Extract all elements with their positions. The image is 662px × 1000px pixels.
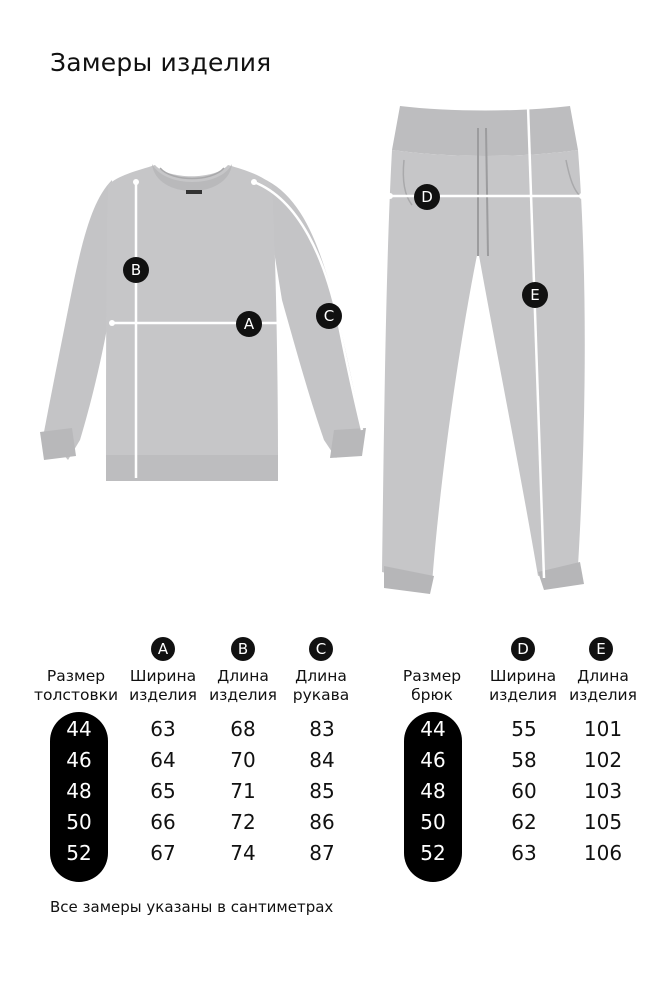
value-cell: 101 bbox=[583, 717, 623, 741]
value-cell: 63 bbox=[511, 841, 537, 865]
value-cell: 67 bbox=[150, 841, 176, 865]
value-cell: 83 bbox=[309, 717, 335, 741]
value-cell: 58 bbox=[511, 748, 537, 772]
value-cell: 86 bbox=[309, 810, 335, 834]
col-header-length: Длина изделия bbox=[209, 667, 277, 704]
marker-b: B bbox=[123, 257, 149, 283]
pants-illustration bbox=[382, 103, 585, 594]
size-cell: 44 bbox=[420, 717, 446, 741]
size-cell: 48 bbox=[420, 779, 446, 803]
value-cell: 105 bbox=[583, 810, 623, 834]
value-cell: 102 bbox=[583, 748, 623, 772]
value-cell: 63 bbox=[150, 717, 176, 741]
size-cell: 46 bbox=[66, 748, 92, 772]
size-cell: 52 bbox=[66, 841, 92, 865]
value-cell: 60 bbox=[511, 779, 537, 803]
units-note: Все замеры указаны в сантиметрах bbox=[50, 898, 334, 916]
value-cell: 64 bbox=[150, 748, 176, 772]
value-cell: 87 bbox=[309, 841, 335, 865]
value-cell: 74 bbox=[230, 841, 256, 865]
col-header-width: Ширина изделия bbox=[489, 667, 557, 704]
marker-e: E bbox=[522, 282, 548, 308]
value-cell: 55 bbox=[511, 717, 537, 741]
col-header-length: Длина изделия bbox=[569, 667, 637, 704]
col-marker-d: D bbox=[511, 637, 535, 661]
value-cell: 85 bbox=[309, 779, 335, 803]
page-title: Замеры изделия bbox=[50, 48, 272, 77]
col-header-sleeve: Длина рукава bbox=[292, 667, 350, 704]
size-cell: 48 bbox=[66, 779, 92, 803]
sweatshirt-size-header: Размер толстовки bbox=[34, 667, 119, 704]
value-cell: 62 bbox=[511, 810, 537, 834]
pants-size-header: Размер брюк bbox=[402, 667, 462, 704]
size-cell: 52 bbox=[420, 841, 446, 865]
col-marker-b: B bbox=[231, 637, 255, 661]
col-marker-c: C bbox=[309, 637, 333, 661]
marker-a: A bbox=[236, 311, 262, 337]
value-cell: 68 bbox=[230, 717, 256, 741]
col-marker-e: E bbox=[589, 637, 613, 661]
col-header-width: Ширина изделия bbox=[129, 667, 197, 704]
value-cell: 70 bbox=[230, 748, 256, 772]
value-cell: 72 bbox=[230, 810, 256, 834]
value-cell: 103 bbox=[583, 779, 623, 803]
col-marker-a: A bbox=[151, 637, 175, 661]
value-cell: 66 bbox=[150, 810, 176, 834]
size-cell: 44 bbox=[66, 717, 92, 741]
value-cell: 84 bbox=[309, 748, 335, 772]
value-cell: 71 bbox=[230, 779, 256, 803]
size-cell: 46 bbox=[420, 748, 446, 772]
marker-d: D bbox=[414, 184, 440, 210]
marker-c: C bbox=[316, 303, 342, 329]
size-cell: 50 bbox=[66, 810, 92, 834]
value-cell: 106 bbox=[583, 841, 623, 865]
value-cell: 65 bbox=[150, 779, 176, 803]
size-cell: 50 bbox=[420, 810, 446, 834]
